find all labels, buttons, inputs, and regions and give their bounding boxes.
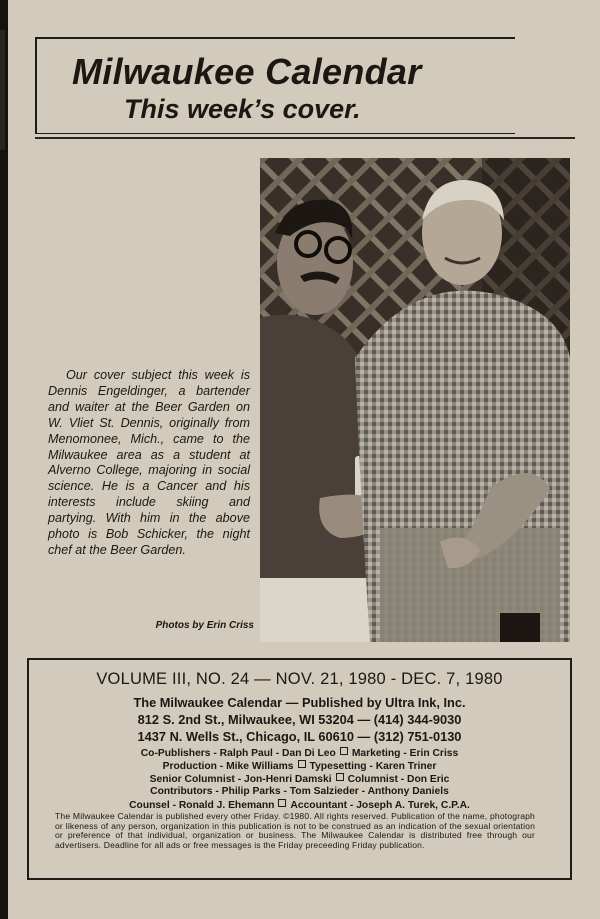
- page-edge-tab: [0, 30, 5, 150]
- credit-counsel: Counsel - Ronald J. Ehemann: [129, 800, 275, 811]
- credits-line-2: [29, 760, 570, 772]
- header-rule: [35, 137, 575, 139]
- credit-typesetting: Typesetting - Karen Triner: [309, 761, 437, 772]
- publisher-line: The Milwaukee Calendar — Published by Ultra Ink, Inc.: [133, 695, 466, 710]
- credit-columnist: Columnist - Don Eric: [347, 774, 450, 785]
- credits-line-3: [29, 773, 570, 785]
- masthead-box: [27, 658, 572, 880]
- separator-box-icon: [336, 773, 344, 781]
- credits-line-1: [29, 747, 570, 759]
- cover-photo-illustration: [260, 158, 570, 642]
- page-subtitle: This week’s cover.: [124, 94, 361, 124]
- credits-line-4: [29, 786, 570, 797]
- separator-box-icon: [278, 799, 286, 807]
- credit-marketing: Marketing - Erin Criss: [351, 748, 459, 759]
- cover-caption: [48, 368, 250, 559]
- separator-box-icon: [298, 760, 306, 768]
- separator-box-icon: [340, 747, 348, 755]
- page-title: Milwaukee Calendar: [72, 51, 422, 92]
- volume-line: VOLUME III, NO. 24 — NOV. 21, 1980 - DEC. 7, 1980: [96, 670, 503, 688]
- credits-line-5: [29, 799, 570, 811]
- credit-copublishers: Co-Publishers - Ralph Paul - Dan Di Leo: [140, 748, 336, 759]
- fine-print: The Milwaukee Calendar is published every other Friday. ©1980. All rights reserved. Publication of the name, photograph or likeness of any person, organization in this publication is not to be construed as an indication of the sexual orientation or preference of that individual, organization or business. The Milwaukee Calendar is distributed free through our advertisers. Deadline for all ads or free messages is the Friday preceeding Friday publication.: [55, 811, 535, 850]
- photo-credit: Photos by Erin Criss: [155, 620, 254, 631]
- credit-contributors: Contributors - Philip Parks - Tom Salzieder - Anthony Daniels: [150, 786, 449, 797]
- credit-senior-columnist: Senior Columnist - Jon-Henri Damski: [149, 774, 332, 785]
- address-milwaukee: 812 S. 2nd St., Milwaukee, WI 53204 — (414) 344-9030: [137, 712, 462, 727]
- credit-accountant: Accountant - Joseph A. Turek, C.P.A.: [290, 800, 470, 811]
- address-chicago: 1437 N. Wells St., Chicago, IL 60610 — (312) 751-0130: [137, 729, 462, 744]
- credit-production: Production - Mike Williams: [162, 761, 294, 772]
- caption-text: Our cover subject this week is Dennis Engeldinger, a bartender and waiter at the Beer Garden on W. Vliet St. Dennis, originally from Menomonee, Mich., came to the Milwaukee area as a student at Alverno College, majoring in social science. He is a Cancer and his interests include skiing and partying. With him in the above photo is Bob Schicker, the night chef at the Beer Garden.: [48, 368, 250, 557]
- cover-photo: [260, 158, 570, 642]
